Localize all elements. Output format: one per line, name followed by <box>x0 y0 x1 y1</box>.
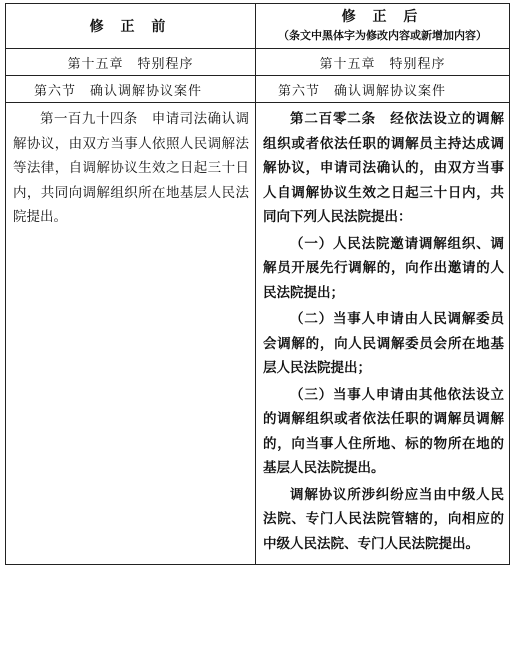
section-row <box>6 76 510 103</box>
chapter-left: 第十五章 特别程序 <box>6 49 256 76</box>
before-header: 修 正 前 <box>6 4 256 49</box>
before-text-cell <box>6 103 256 565</box>
after-text-cell <box>256 103 510 565</box>
chapter-right: 第十五章 特别程序 <box>256 49 510 76</box>
after-header-note: （条文中黑体字为修改内容或新增加内容） <box>278 29 487 42</box>
body-row <box>6 103 510 565</box>
chapter-row <box>6 49 510 76</box>
section-left: 第六节 确认调解协议案件 <box>6 76 256 103</box>
after-jurisdiction-paragraph: 调解协议所涉纠纷应当由中级人民法院、专门人民法院管辖的，向相应的中级人民法院、专门人民法院提出。 <box>263 486 504 552</box>
after-item-2: （二）当事人申请由人民调解委员会调解的，向人民调解委员会所在地基层人民法院提出； <box>263 311 504 376</box>
after-header-title: 修 正 后 <box>341 9 424 25</box>
after-item-3: （三）当事人申请由其他依法设立的调解组织或者依法任职的调解员调解的，向当事人住所地、标的物所在地的基层人民法院提出。 <box>263 386 504 476</box>
comparison-table <box>5 3 510 565</box>
after-article-number: 第二百零二条 <box>290 111 376 127</box>
after-article-text: 经依法设立的调解组织或者依法任职的调解员主持达成调解协议，申请司法确认的，由双方当事人自调解协议生效之日起三十日内，共同向下列人民法院提出： <box>263 111 505 225</box>
before-article-text: 申请司法确认调解协议，由双方当事人依照人民调解法等法律，自调解协议生效之日起三十日内，共同向调解组织所在地基层人民法院提出。 <box>13 111 249 225</box>
after-article <box>263 107 504 230</box>
before-article-number: 第一百九十四条 <box>40 111 138 127</box>
header-row <box>6 4 510 49</box>
section-right: 第六节 确认调解协议案件 <box>256 76 510 103</box>
after-header <box>256 4 510 49</box>
before-article <box>13 107 249 230</box>
after-item-1: （一）人民法院邀请调解组织、调解员开展先行调解的，向作出邀请的人民法院提出； <box>263 235 504 301</box>
